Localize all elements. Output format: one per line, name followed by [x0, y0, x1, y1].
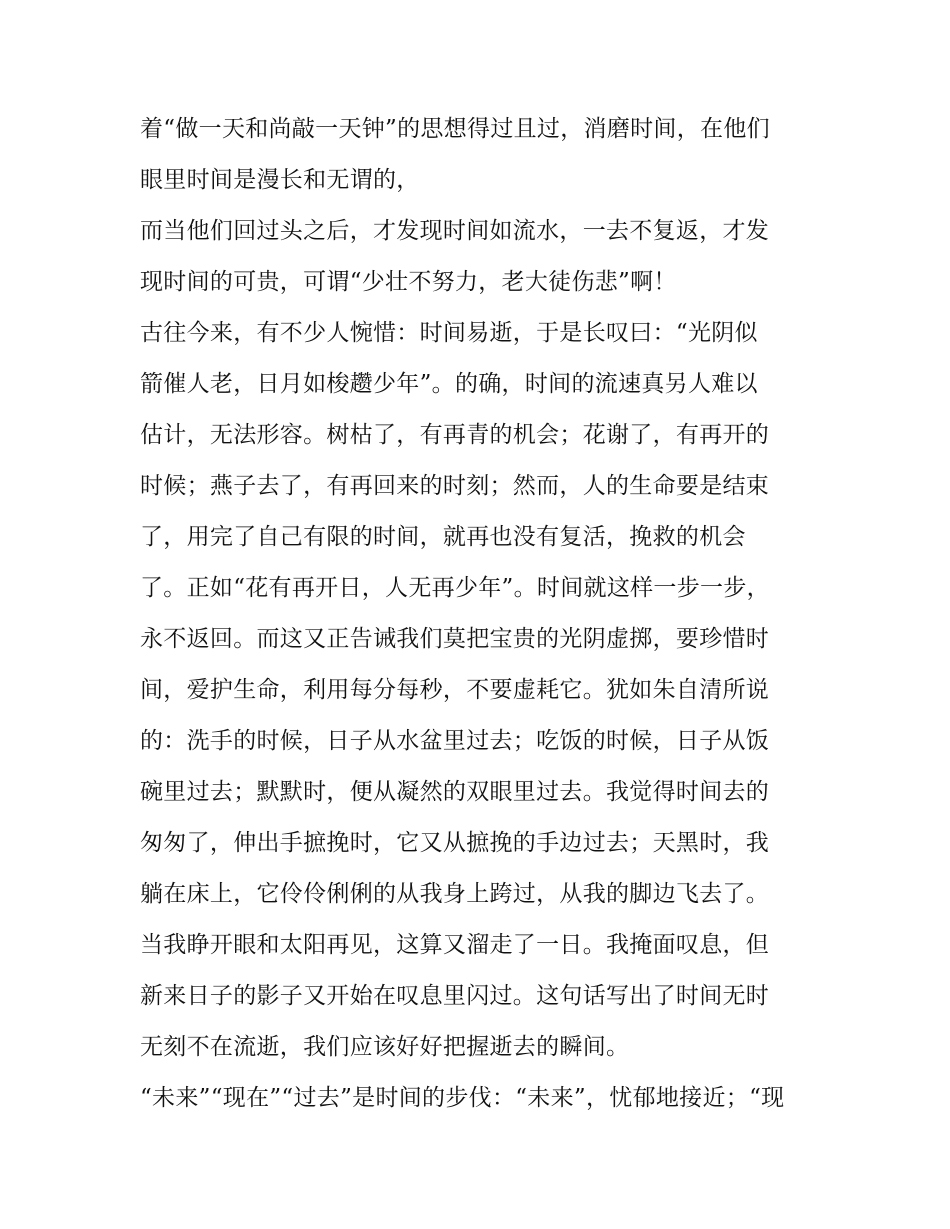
text-line: 永不返回。而这又正告诫我们莫把宝贵的光阴虚掷，要珍惜时: [140, 626, 770, 652]
text-line: 了。正如“花有再开日，人无再少年”。时间就这样一步一步，: [140, 575, 770, 601]
text-line: 新来日子的影子又开始在叹息里闪过。这句话写出了时间无时: [140, 983, 770, 1009]
text-line: 碗里过去；默默时，便从凝然的双眼里过去。我觉得时间去的: [140, 779, 770, 805]
text-line: 眼里时间是漫长和无谓的，: [140, 167, 420, 193]
text-line: 估计，无法形容。树枯了，有再青的机会；花谢了，有再开的: [140, 422, 770, 448]
text-line: 了，用完了自己有限的时间，就再也没有复活，挽救的机会: [140, 524, 746, 550]
text-line: 间，爱护生命，利用每分每秒，不要虚耗它。犹如朱自清所说: [140, 677, 770, 703]
text-line: 而当他们回过头之后，才发现时间如流水，一去不复返，才发: [140, 218, 770, 244]
text-line: 无刻不在流逝，我们应该好好把握逝去的瞬间。: [140, 1034, 630, 1060]
text-line: 当我睁开眼和太阳再见，这算又溜走了一日。我掩面叹息，但: [140, 932, 770, 958]
text-line: 现时间的可贵，可谓“少壮不努力，老大徒伤悲”啊！: [140, 269, 677, 295]
text-line: 躺在床上，它伶伶俐俐的从我身上跨过，从我的脚边飞去了。: [140, 881, 770, 907]
essay-body-text: [140, 104, 820, 1124]
text-line: 箭催人老，日月如梭趱少年”。的确，时间的流速真另人难以: [140, 371, 758, 397]
text-line: “未来”“现在”“过去”是时间的步伐：“未来”，忧郁地接近；“现: [140, 1085, 785, 1111]
text-line: 匆匆了，伸出手摭挽时，它又从摭挽的手边过去；天黑时，我: [140, 830, 770, 856]
text-line: 的：洗手的时候，日子从水盆里过去；吃饭的时候，日子从饭: [140, 728, 770, 754]
text-line: 着“做一天和尚敲一天钟”的思想得过且过，消磨时间，在他们: [140, 116, 770, 142]
text-line: 时候；燕子去了，有再回来的时刻；然而，人的生命要是结束: [140, 473, 770, 499]
text-line: 古往今来，有不少人惋惜：时间易逝，于是长叹曰：“光阴似: [140, 320, 758, 346]
